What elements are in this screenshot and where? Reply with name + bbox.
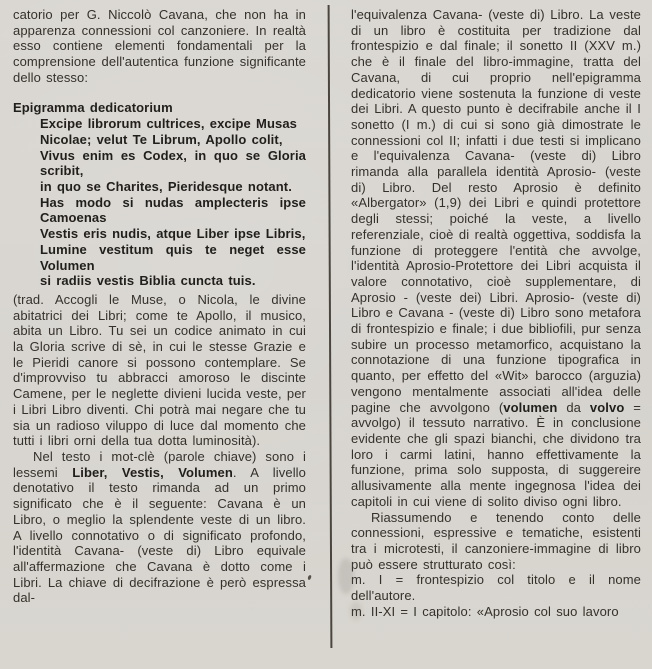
scan-smudge	[338, 558, 354, 594]
scan-smudge	[350, 602, 362, 620]
text-run: = avvolgo) il tessuto narrativo. È in conclusione evidente che gli spazi bianchi, che dividono tra loro i carmi latini, hanno effettivamente la funzione, prima solo supposta, di suggereire allusivamente alla mente ingegnosa l'idea dei capitoli in cui viene di solito diviso ogni libro.	[351, 399, 641, 509]
verse-line: Lumine vestitum quis te neget esse Volumen	[40, 241, 306, 273]
paragraph	[13, 7, 306, 86]
column-divider-rule	[328, 5, 333, 648]
bold-keyword: volumen	[503, 399, 558, 415]
right-text-column	[351, 7, 641, 619]
text-run: Riassumendo e tenendo conto delle connessioni, espressive e tematiche, esistenti tra i microtesti, il canzoniere-immagine di libro può essere strutturato così:	[351, 509, 641, 572]
verse-line: si radiis vestis Biblia cuncta tuis.	[40, 273, 256, 289]
text-run: da	[557, 399, 590, 415]
section-heading: Epigramma dedicatorium	[13, 99, 173, 115]
verse-line: Has modo si nudas amplecteris ipse Camoenas	[40, 194, 306, 226]
paragraph	[351, 604, 641, 620]
text-run: catorio per G. Niccolò Cavana, che non ha in apparenza connessioni col canzoniere. In realtà esso contiene elementi fondamentali per la comprensione dell'autentica funzione significante dello stesso:	[13, 7, 306, 85]
text-run: Nel testo i mot-clè (parole chiave) sono i lessemi	[13, 448, 306, 480]
paragraph	[13, 449, 306, 606]
text-run: l'equivalenza Cavana- (veste di) Libro. La veste di un libro è costituita per tradizione dal frontespizio e dal finale; il sonetto II (XXV m.) che è il finale del libro-immagine, tratta del Cavana, di cui proprio nell'epigramma dedicatorio viene sostenuta la funzione di veste dei Libri. A questo punto è decifrabile anche il I sonetto (I m.) di cui si sono già dimostrate le connessioni col II; infatti i due testi si implicano e l'equivalenza Cavana- (veste di) Libro rimanda alla parallela identità Aprosio- (veste di) Libro. Del resto Aprosio è definito «Albergator» (1,9) dei Libri e quindi protettore degli stessi; poiché la veste, a livello referenziale, cioè di realtà oggettiva, soddisfa la funzione di proteggere l'entità che avvolge, l'identità Aprosio-Protettore dei Libri acquista il valore connotativo, cioè supplementare, di Aprosio - (veste dei) Libri. Aprosio- (veste di) Libro e Cavana - (veste di) Libro sono metafora di frontespizio e finale; i due bibliofili, pur senza subire un processo metamorfico, acquistano la connotazione di una funzione tipografica in quanto, per effetto del «Wit» barocco (arguzia) vengono mentalmente associati all'idea delle pagine che avvolgono (	[351, 7, 641, 415]
scan-speck	[307, 575, 311, 581]
verse-block	[13, 116, 306, 289]
bold-keyword: Liber, Vestis, Volumen	[72, 464, 233, 480]
text-run: . A livello denotativo il testo rimanda ad un primo significato che è il seguente: Cavana è un Libro, o meglio la splendente veste di un libro. A livello connotativo o di significato profondo, l'identità Cavana- (veste di) Libro equivale all'affermazione che Cavana è dotto come i Libri. La chiave di decifrazione è però espressa dal-	[13, 464, 306, 606]
text-run: m. I = frontespizio col titolo e il nome dell'autore.	[351, 572, 641, 604]
verse-line: Excipe librorum cultrices, excipe Musas	[40, 116, 298, 132]
verse-line: Vestis eris nudis, atque Liber ipse Libris,	[40, 226, 306, 242]
text-run: m. II-XI = I capitolo: «Aprosio col suo lavoro	[351, 603, 619, 619]
paragraph	[351, 7, 641, 510]
verse-line: Nicolae; velut Te Librum, Apollo colit,	[40, 131, 283, 147]
bold-keyword: volvo	[589, 399, 625, 415]
paragraph	[13, 292, 306, 449]
paragraph	[351, 572, 641, 603]
left-text-column	[13, 7, 306, 606]
verse-line: Vivus enim es Codex, in quo se Gloria scribit,	[40, 147, 306, 179]
verse-line: in quo se Charites, Pieridesque notant.	[40, 179, 292, 195]
text-run: (trad. Accogli le Muse, o Nicola, le divine abitatrici dei Libri; come te Apollo, il musico, abita un Libro. Tu sei un codice animato in cui la Gloria scrive di sè, in cui le stesse Grazie e le Pieridi canore si possono contemplare. Se d'improvviso tu abbracci amoroso le discinte Camene, per le neglette divieni lucida veste, per i Libri Libro diventi. Chi potrà mai negare che tu sia un radioso viluppo di luce dal momento che tutti i libri orni della tua dotta luminosità).	[13, 291, 306, 449]
paragraph	[351, 510, 641, 573]
